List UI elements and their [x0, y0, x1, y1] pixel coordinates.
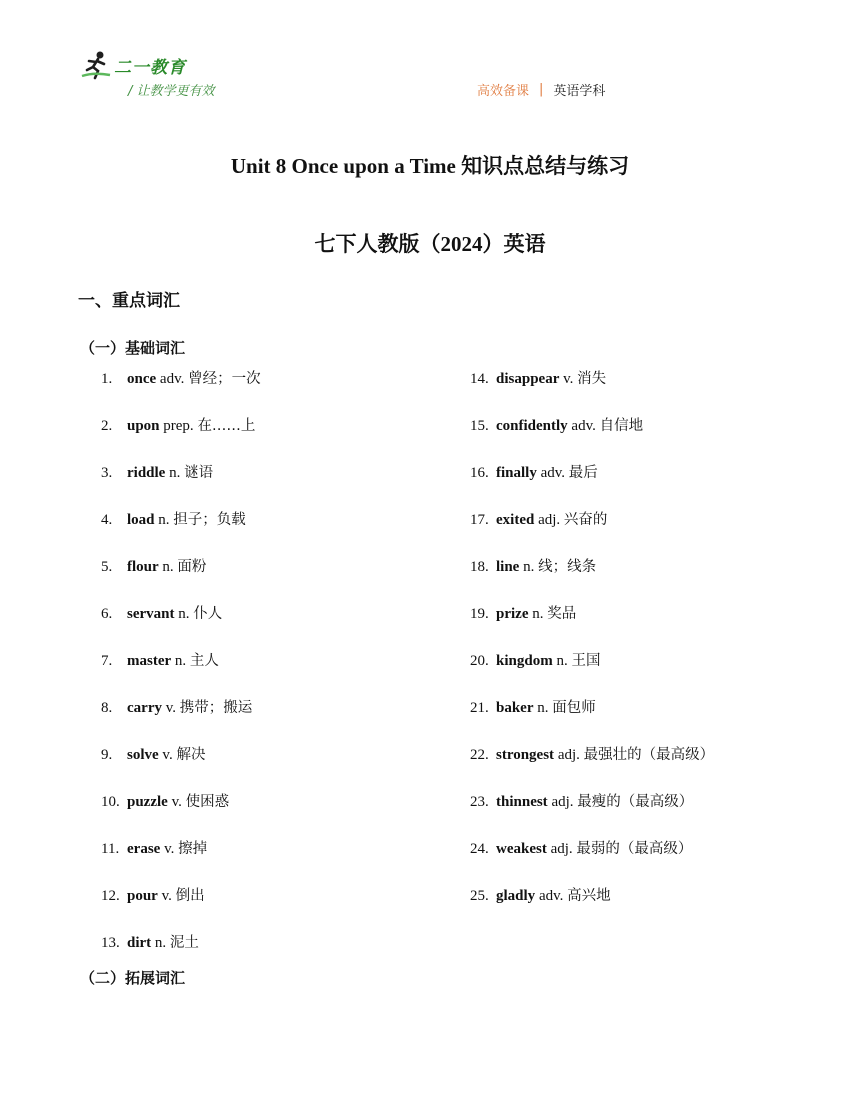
vocab-number: 3. — [101, 465, 113, 481]
vocab-pos: n. — [158, 512, 170, 528]
header-tagline — [477, 80, 605, 99]
vocab-pos: v. — [171, 794, 182, 810]
vocab-item — [101, 415, 255, 437]
vocab-meaning: 在……上 — [197, 418, 256, 434]
vocab-pos: adv. — [538, 888, 564, 904]
vocab-pos: v. — [165, 700, 177, 716]
vocab-number: 2. — [101, 418, 113, 434]
page-header — [0, 0, 860, 110]
vocab-number: 16. — [470, 465, 489, 481]
vocab-item — [101, 556, 206, 578]
vocab-number: 14. — [470, 371, 489, 387]
vocab-word: dirt — [127, 935, 152, 951]
vocab-number: 24. — [470, 841, 489, 857]
vocab-word: thinnest — [496, 794, 548, 810]
vocab-word: puzzle — [127, 794, 168, 810]
vocab-number: 9. — [101, 747, 113, 763]
vocab-word: baker — [496, 700, 534, 716]
vocab-number: 15. — [470, 418, 489, 434]
vocab-meaning: 使困惑 — [185, 794, 230, 810]
vocab-number: 22. — [470, 747, 489, 763]
vocab-word: prize — [496, 606, 529, 622]
vocab-number: 19. — [470, 606, 489, 622]
vocab-number: 11. — [101, 841, 120, 857]
vocab-meaning: 仆人 — [193, 606, 223, 622]
vocab-pos: v. — [563, 371, 574, 387]
vocab-word: line — [496, 559, 520, 575]
vocab-pos: adj. — [550, 841, 573, 857]
vocab-number: 25. — [470, 888, 489, 904]
vocab-pos: n. — [523, 559, 535, 575]
vocab-word: gladly — [496, 888, 536, 904]
vocab-meaning: 消失 — [577, 371, 607, 387]
vocab-meaning: 携带；搬运 — [179, 700, 253, 716]
vocab-meaning: 最强壮的（最高级） — [583, 747, 715, 763]
vocab-word: pour — [127, 888, 158, 904]
vocab-number: 21. — [470, 700, 489, 716]
vocab-item — [101, 791, 229, 813]
vocab-number: 1. — [101, 371, 113, 387]
vocab-number: 23. — [470, 794, 489, 810]
vocab-meaning: 担子；负载 — [173, 512, 246, 528]
vocab-pos: prep. — [163, 418, 194, 434]
subsection-basic-vocab: （一）基础词汇 — [80, 339, 186, 357]
vocab-word: once — [127, 371, 157, 387]
vocab-number: 18. — [470, 559, 489, 575]
vocab-number: 7. — [101, 653, 113, 669]
vocab-meaning: 最弱的（最高级） — [576, 841, 693, 857]
vocab-word: carry — [127, 700, 162, 716]
vocab-meaning: 擦掉 — [178, 841, 208, 857]
vocab-item — [470, 697, 596, 719]
vocab-word: riddle — [127, 465, 166, 481]
tag-right: 英语学科 — [553, 84, 606, 99]
vocab-pos: n. — [556, 653, 568, 669]
vocab-meaning: 面粉 — [177, 559, 207, 575]
vocab-item — [101, 462, 213, 484]
vocab-number: 6. — [101, 606, 113, 622]
vocab-word: upon — [127, 418, 160, 434]
vocab-item — [470, 415, 643, 437]
vocab-item — [470, 509, 607, 531]
vocab-pos: adj. — [557, 747, 580, 763]
vocab-meaning: 兴奋的 — [563, 512, 608, 528]
vocab-meaning: 泥土 — [169, 935, 199, 951]
vocab-word: weakest — [496, 841, 547, 857]
logo-text: 二一教育 — [114, 57, 186, 78]
vocab-meaning: 自信地 — [599, 418, 644, 434]
logo — [80, 50, 186, 80]
vocab-number: 5. — [101, 559, 113, 575]
vocab-meaning: 奖品 — [547, 606, 577, 622]
tag-separator: | — [539, 82, 544, 97]
document-title: Unit 8 Once upon a Time 知识点总结与练习 — [230, 154, 630, 178]
vocab-pos: v. — [164, 841, 175, 857]
vocab-meaning: 线；线条 — [538, 559, 597, 575]
vocab-word: flour — [127, 559, 159, 575]
vocab-pos: n. — [532, 606, 544, 622]
subsection-extended-vocab: （二）拓展词汇 — [80, 969, 186, 987]
vocab-word: exited — [496, 512, 535, 528]
vocab-word: strongest — [496, 747, 555, 763]
vocab-pos: v. — [161, 888, 172, 904]
vocab-pos: n. — [162, 559, 174, 575]
vocab-pos: n. — [154, 935, 167, 951]
vocab-item — [470, 885, 611, 907]
vocab-number: 8. — [101, 700, 113, 716]
vocab-item — [470, 462, 598, 484]
vocab-word: disappear — [496, 371, 560, 387]
vocab-number: 13. — [101, 935, 120, 951]
vocab-pos: v. — [162, 747, 173, 763]
vocab-word: solve — [127, 747, 159, 763]
vocab-item — [101, 697, 252, 719]
vocab-meaning: 最瘦的（最高级） — [577, 794, 694, 810]
vocab-pos: n. — [178, 606, 190, 622]
vocab-pos: adv. — [540, 465, 566, 481]
vocab-word: erase — [127, 841, 161, 857]
document-subtitle: 七下人教版（2024）英语 — [314, 232, 546, 256]
vocab-item — [470, 650, 600, 672]
vocab-item — [470, 838, 692, 860]
vocab-item — [101, 932, 199, 954]
vocab-item — [101, 838, 207, 860]
vocab-item — [470, 791, 693, 813]
vocab-item — [101, 603, 222, 625]
vocab-pos: n. — [537, 700, 549, 716]
vocab-word: master — [127, 653, 172, 669]
vocab-item — [101, 368, 261, 390]
vocab-number: 12. — [101, 888, 120, 904]
vocab-pos: n. — [169, 465, 181, 481]
vocab-number: 17. — [470, 512, 489, 528]
runner-logo-icon — [80, 50, 112, 80]
vocab-number: 10. — [101, 794, 120, 810]
vocab-word: kingdom — [496, 653, 553, 669]
tag-left: 高效备课 — [477, 84, 530, 99]
vocab-meaning: 主人 — [189, 653, 219, 669]
slogan: / 让教学更有效 — [128, 84, 215, 99]
vocab-item — [470, 556, 596, 578]
vocab-word: servant — [127, 606, 175, 622]
vocab-number: 20. — [470, 653, 489, 669]
vocab-word: confidently — [496, 418, 568, 434]
vocab-pos: adj. — [551, 794, 574, 810]
vocab-item — [470, 744, 714, 766]
vocab-meaning: 曾经；一次 — [188, 371, 261, 387]
vocab-meaning: 高兴地 — [567, 888, 611, 904]
vocab-meaning: 王国 — [571, 653, 601, 669]
vocab-pos: adj. — [538, 512, 561, 528]
vocab-item — [470, 368, 606, 390]
vocab-item — [101, 650, 219, 672]
section-heading: 一、重点词汇 — [78, 291, 180, 311]
vocab-pos: n. — [174, 653, 187, 669]
vocab-item — [470, 603, 576, 625]
vocab-number: 4. — [101, 512, 113, 528]
vocab-item — [101, 744, 205, 766]
vocab-word: load — [127, 512, 155, 528]
vocab-pos: adv. — [571, 418, 596, 434]
vocab-word: finally — [496, 465, 537, 481]
vocab-meaning: 最后 — [568, 465, 598, 481]
vocab-item — [101, 885, 205, 907]
vocab-meaning: 倒出 — [175, 888, 205, 904]
vocab-meaning: 面包师 — [552, 700, 596, 716]
vocab-meaning: 解决 — [176, 747, 206, 763]
vocab-meaning: 谜语 — [184, 465, 214, 481]
vocab-pos: adv. — [159, 371, 185, 387]
vocab-item — [101, 509, 246, 531]
